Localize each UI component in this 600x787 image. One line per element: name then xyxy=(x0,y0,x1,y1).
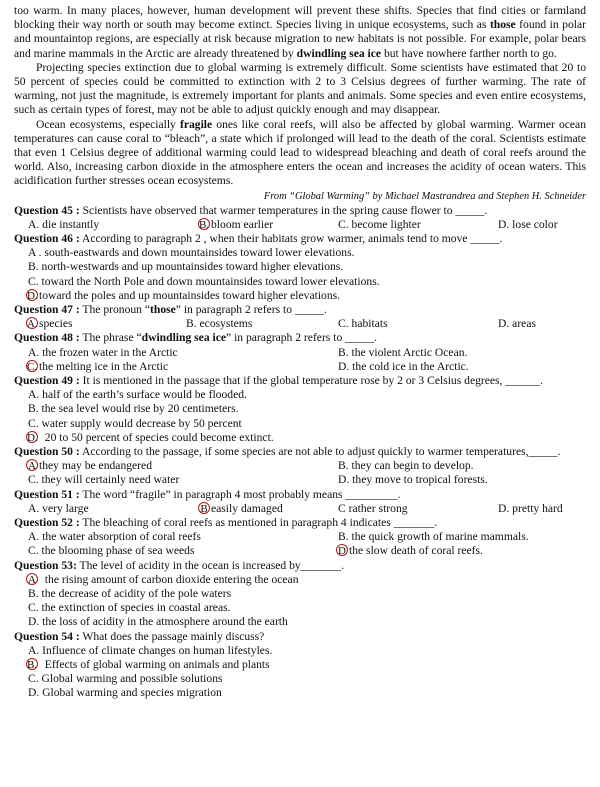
q50-options-row-2 xyxy=(14,473,586,487)
question-46: Question 46 : According to paragraph 2 , when their habitats grow warmer, animals tend to move _____. xyxy=(14,232,503,246)
q48-options-row-2 xyxy=(14,360,586,374)
passage-paragraph-1 xyxy=(14,4,586,61)
question-49: Question 49 : It is mentioned in the passage that if the global temperature rose by 2 or 3 Celsius degrees, ______. xyxy=(14,374,544,388)
q53-option-b[interactable]: B. the decrease of acidity of the pole waters xyxy=(28,586,232,600)
q45-option-b[interactable]: B. bloom earlier xyxy=(199,217,274,231)
q46-option-b[interactable]: B. north-westwards and up mountainsides toward higher elevations. xyxy=(28,260,344,274)
answer-circle-icon: B xyxy=(198,502,210,514)
q49-option-d[interactable]: D. 20 to 50 percent of species could become extinct. xyxy=(27,430,274,444)
q50-option-d[interactable]: D. they move to tropical forests. xyxy=(338,473,488,487)
answer-circle-icon: A xyxy=(26,573,38,585)
question-48: Question 48 : The phrase “dwindling sea ice” in paragraph 2 refers to _____. xyxy=(14,331,378,345)
q46-option-a[interactable]: A . south-eastwards and down mountainsides toward lower elevations. xyxy=(28,246,355,260)
q51-option-a[interactable]: A. very large xyxy=(28,501,89,515)
q52-option-d[interactable]: D the slow death of coral reefs. xyxy=(338,544,483,558)
q54-option-c[interactable]: C. Global warming and possible solutions xyxy=(28,672,223,686)
question-47: Question 47 : The pronoun “those” in paragraph 2 refers to _____. xyxy=(14,303,327,317)
q45-option-c[interactable]: C. become lighter xyxy=(338,217,421,231)
q52-option-a[interactable]: A. the water absorption of coral reefs xyxy=(28,530,201,544)
q51-options xyxy=(14,502,586,516)
q50-option-a[interactable]: A they may be endangered xyxy=(28,459,152,473)
q48-option-c[interactable]: C. the melting ice in the Arctic xyxy=(27,359,169,373)
q51-option-b[interactable]: B easily damaged xyxy=(200,502,283,516)
answer-circle-icon: B. xyxy=(27,659,38,671)
q51-option-d[interactable]: D. pretty hard xyxy=(498,501,563,515)
q54-option-a[interactable]: A. Influence of climate changes on human lifestyles. xyxy=(28,643,273,657)
answer-circle-icon: D. xyxy=(27,431,38,444)
q52-option-b[interactable]: B. the quick growth of marine mammals. xyxy=(338,530,529,544)
q48-option-d[interactable]: D. the cold ice in the Arctic. xyxy=(338,359,469,373)
answer-circle-icon: A xyxy=(26,459,38,471)
q49-option-c[interactable]: C. water supply would decrease by 50 percent xyxy=(28,416,242,430)
q54-option-d[interactable]: D. Global warming and species migration xyxy=(28,686,222,700)
answer-circle-icon: D xyxy=(336,544,348,556)
question-45: Question 45 : Scientists have observed that warmer temperatures in the spring cause flower to _____. xyxy=(14,203,488,217)
q52-options-row-2 xyxy=(14,544,586,558)
p1-keyword-those: those xyxy=(489,18,516,32)
answer-circle-icon: C. xyxy=(27,360,38,373)
passage-paragraph-2: Projecting species extinction due to global warming is extremely difficult. Some scientists have estimated that 20 to 50 percent of species could be committed to extinction with 2 to 3 Celsius degrees of further warming. The rate of warming, not just the magnitude, is extremely important for plants and animals. Some species and even entire ecosystems, such as certain types of forest, may not be able to adjust quickly enough and may disappear. xyxy=(14,60,586,117)
q53-option-a[interactable]: A the rising amount of carbon dioxide entering the ocean xyxy=(14,573,586,587)
q48-option-b[interactable]: B. the violent Arctic Ocean. xyxy=(338,345,468,359)
answer-circle-icon: D. xyxy=(27,289,38,302)
passage-source: From “Global Warming” by Michael Mastrandrea and Stephen H. Schneider xyxy=(263,190,586,202)
q46-option-c[interactable]: C. toward the North Pole and down mountainsides toward lower elevations. xyxy=(28,274,380,288)
q49-option-a[interactable]: A. half of the earth’s surface would be flooded. xyxy=(28,388,247,402)
p1-keyword-dwindling: dwindling sea ice xyxy=(296,46,382,60)
q45-options xyxy=(14,218,586,232)
q47-option-d[interactable]: D. areas xyxy=(498,317,536,331)
q54-option-b[interactable]: B. Effects of global warming on animals and plants xyxy=(27,658,270,671)
p1-text-start: too warm. In many places, however, human development will prevent these shifts. Species that find cities or farmland blocking their way north or south may become extinct. Species living in unique ecosystems, such as xyxy=(14,4,586,32)
q46-option-d[interactable]: D.toward the poles and up mountainsides toward higher elevations. xyxy=(27,288,341,302)
answer-circle-icon: B. xyxy=(199,218,210,231)
q47-option-a[interactable]: A.species xyxy=(27,317,73,331)
q52-options-row-1 xyxy=(14,530,586,544)
p3-text-start: Ocean ecosystems, especially xyxy=(36,117,176,131)
q47-option-c[interactable]: C. habitats xyxy=(338,317,388,331)
p3-text-end: ones like coral reefs, will also be affected by global warming. Warmer ocean temperatures can cause coral to “bleach”, a state which if prolonged will lead to the death of the coral. Scientists estimate that even 1 Celsius degree of additional warming could lead to widespread bleaching and death of coral reefs around the world. Also, increasing carbon dioxide in the atmosphere enters the ocean and increases the acidity of ocean waters. This acidification further stresses ocean ecosystems. xyxy=(14,117,586,188)
q47-options xyxy=(14,317,586,331)
question-51: Question 51 : The word “fragile” in paragraph 4 most probably means _________. xyxy=(14,487,401,501)
q53-option-c[interactable]: C. the extinction of species in coastal areas. xyxy=(28,601,231,615)
q50-option-b[interactable]: B. they can begin to develop. xyxy=(338,459,474,473)
p3-keyword-fragile: fragile xyxy=(179,117,213,131)
q45-option-d[interactable]: D. lose color xyxy=(498,217,558,231)
question-54: Question 54 : What does the passage mainly discuss? xyxy=(14,629,265,643)
question-52: Question 52 : The bleaching of coral reefs as mentioned in paragraph 4 indicates _______. xyxy=(14,516,438,529)
question-53: Question 53: The level of acidity in the ocean is increased by_______. xyxy=(14,558,345,572)
q52-option-c[interactable]: C. the blooming phase of sea weeds xyxy=(28,544,195,558)
p1-text-mid: found in polar and mountaintop regions, are especially at risk because migration to new habitats is not possible. For example, polar bears and marine mammals in the Arctic are already threatened by xyxy=(14,18,586,60)
q47-option-b[interactable]: B. ecosystems xyxy=(186,317,253,331)
q50-option-c[interactable]: C. they will certainly need water xyxy=(28,473,180,487)
q50-options-row-1 xyxy=(14,459,586,473)
q48-option-a[interactable]: A. the frozen water in the Arctic xyxy=(28,345,178,359)
passage-paragraph-3 xyxy=(14,118,586,189)
p1-text-end: but have nowhere farther north to go. xyxy=(383,46,557,60)
q45-option-a[interactable]: A. die instantly xyxy=(28,217,100,231)
q48-options-row-1 xyxy=(14,346,586,360)
q49-option-b[interactable]: B. the sea level would rise by 20 centimeters. xyxy=(28,402,239,416)
q51-option-c[interactable]: C rather strong xyxy=(338,501,408,515)
question-50: Question 50 : According to the passage, if some species are not able to adjust quickly to warmer temperatures,_____. xyxy=(14,445,561,459)
q53-option-d[interactable]: D. the loss of acidity in the atmosphere around the earth xyxy=(28,615,288,629)
answer-circle-icon: A. xyxy=(27,318,38,331)
